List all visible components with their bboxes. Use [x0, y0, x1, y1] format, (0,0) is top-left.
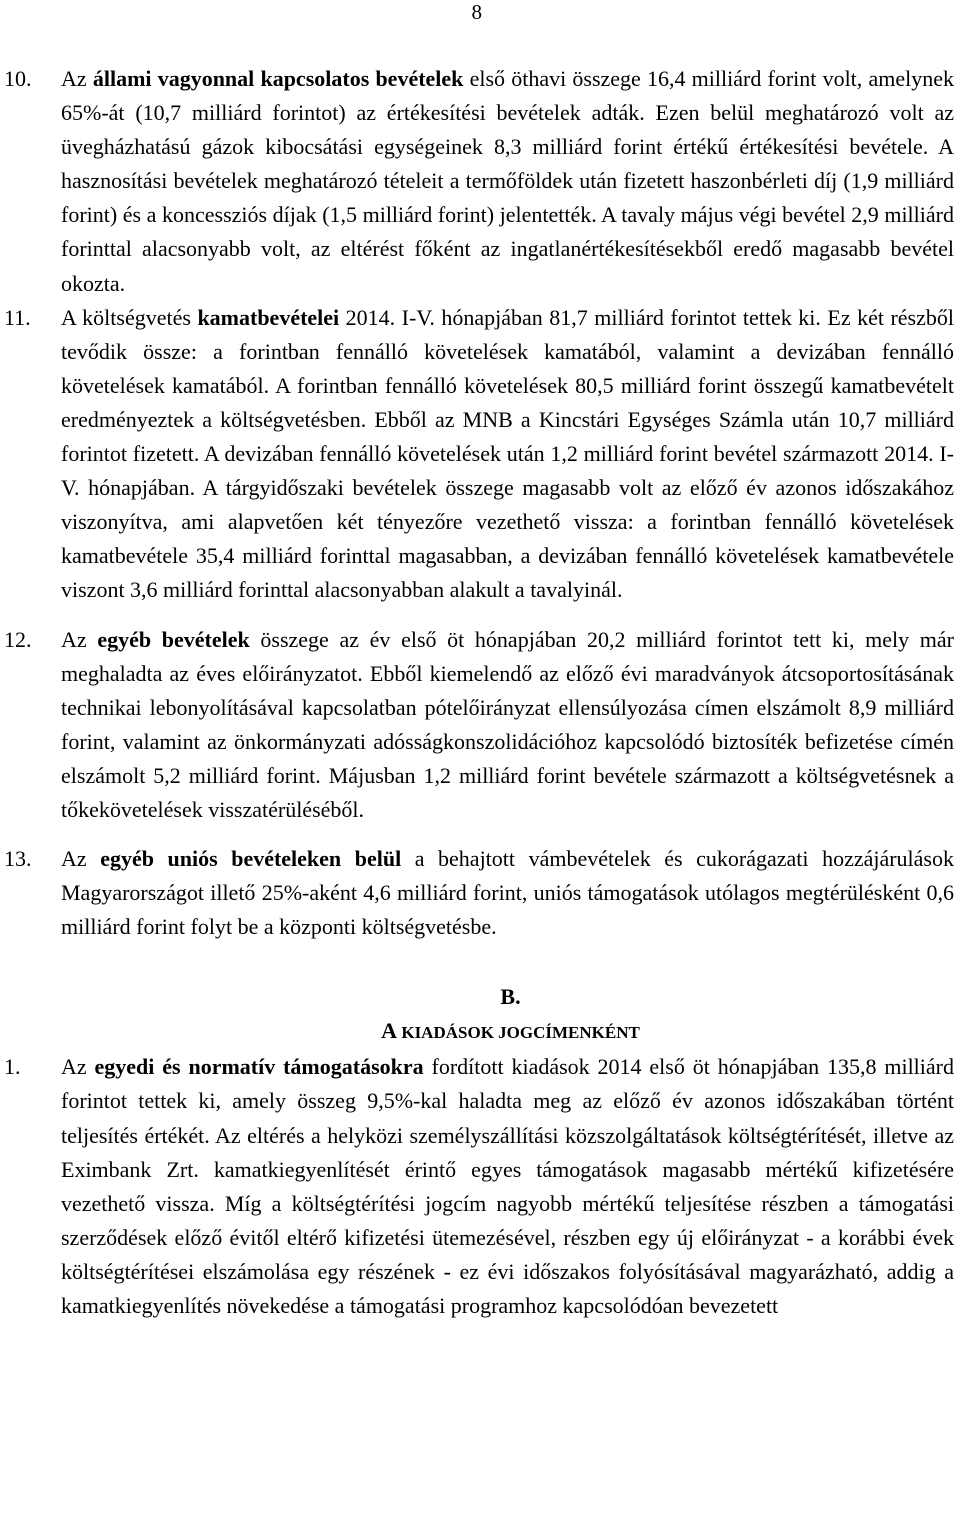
- document-body: [0, 62, 960, 1323]
- item-bold-term: kamatbevételei: [197, 304, 340, 330]
- item-text: A költségvetés: [61, 304, 198, 330]
- item-text: 2014. I-V. hónapjában 81,7 milliárd forintot tettek ki. Ez két részből tevődik össze: a forintban fennálló követelések kamatából, valamint a devizában fennálló követelések kamatából. A forintban fennálló követelések 80,5 milliárd forint összegű kamatbevételt eredményeztek a költségvetésben. Ebből az MNB a Kincstári Egységes Számla után 10,7 milliárd forintot fizetett. A devizában fennálló követelések után 1,2 milliárd forint bevétel származott 2014. I-V. hónapjában. A tárgyidőszaki bevételek összege magasabb volt az előző év azonos időszakához viszonyítva, ami alapvetően két tényezőre vezethető vissza: a forintban fennálló követelések kamatbevétele 35,4 milliárd forinttal magasabban, a devizában fennálló követelések kamatbevétele viszont 3,6 milliárd forinttal alacsonyabban alakult a tavalyinál.: [61, 304, 954, 603]
- item-text: összege az év első öt hónapjában 20,2 milliárd forintot tett ki, mely már meghaladta az éves előirányzatot. Ebből kiemelendő az előző évi maradványok átcsoportosításának technikai lebonyolításával kapcsolatban pótelőirányzat ellensúlyozása címen elszámolt 8,9 milliárd forint, valamint az önkormányzati adósságkonszolidációhoz kapcsolódó biztosíték befizetése címén elszámolt 5,2 milliárd forint. Májusban 1,2 milliárd forint bevétele származott a költségvetésnek a tőkekövetelések visszatérüléséből.: [61, 626, 955, 822]
- item-number: 13.: [4, 846, 32, 872]
- item-bold-term: állami vagyonnal kapcsolatos bevételek: [92, 66, 464, 91]
- item-bold-term: egyedi és normatív támogatásokra: [94, 1054, 424, 1080]
- item-bold-term: egyéb uniós bevételeken belül: [100, 846, 402, 872]
- page-number: 8: [471, 0, 482, 24]
- list-item-12: [0, 623, 960, 828]
- item-number: 1.: [4, 1054, 21, 1080]
- item-number: 12.: [4, 626, 32, 652]
- item-number: 11.: [4, 304, 31, 330]
- list-item-10: [0, 62, 960, 301]
- section-title: [0, 1014, 960, 1050]
- item-text: Az: [61, 66, 93, 91]
- item-bold-term: egyéb bevételek: [97, 626, 250, 652]
- section-letter: B.: [500, 984, 521, 1010]
- item-text: a behajtott vámbevételek és cukorágazati hozzájárulások Magyarországot illető 25%-aként 4,6 milliárd forint, uniós támogatások utólagos megtérülésként 0,6 milliárd forint folyt be a központi költségvetésbe.: [61, 846, 954, 940]
- section-title-initial: A: [381, 1018, 402, 1044]
- list-item-b1: [0, 1050, 960, 1323]
- section-title-rest: KIADÁSOK JOGCÍMENKÉNT: [401, 1023, 640, 1043]
- item-text: Az: [61, 846, 101, 872]
- item-text: fordított kiadások 2014 első öt hónapjában 135,8 milliárd forintot tettek ki, amely összeg 9,5%-kal haladta meg az előző év azonos időszakában történt teljesítés értékét. Az eltérés a helyközi személyszállítási közszolgáltatások költségtérítését, illetve az Eximbank Zrt. kamatkiegyenlítését érintő egyes támogatások magasabb mértékű kifizetésére vezethető vissza. Míg a költségtérítési jogcím nagyobb mértékű teljesítése részben a támogatási szerződések előző évitől eltérő kifizetési ütemezésével, részben egy új előirányzat - a korábbi évek költségtérítései elszámolása egy részének - ez évi időszakos folyósításával magyarázható, addig a kamatkiegyenlítés növekedése a támogatási programhoz kapcsolódóan bevezetett: [61, 1054, 954, 1318]
- list-item-11: [0, 301, 960, 608]
- item-text: Az: [61, 626, 98, 652]
- item-text: Az: [61, 1054, 95, 1080]
- item-number: 10.: [4, 66, 32, 91]
- item-text: első öthavi összege 16,4 milliárd forint volt, amelynek 65%-át (10,7 milliárd forintot) az értékesítési bevételek adták. Ezen belül meghatározó volt az üvegházhatású gázok kibocsátási egységeinek 8,3 milliárd forint értékű értékesítési bevétele. A hasznosítási bevételek meghatározó tételeit a termőföldek után fizetett haszonbérleti díj (1,9 milliárd forint) és a koncessziós díjak (1,5 milliárd forint) jelentették. A tavaly május végi bevétel 2,9 milliárd forinttal alacsonyabb volt, az eltérést főként az ingatlanértékesítésekből eredő magasabb bevétel okozta.: [61, 66, 954, 296]
- list-item-13: [0, 842, 960, 944]
